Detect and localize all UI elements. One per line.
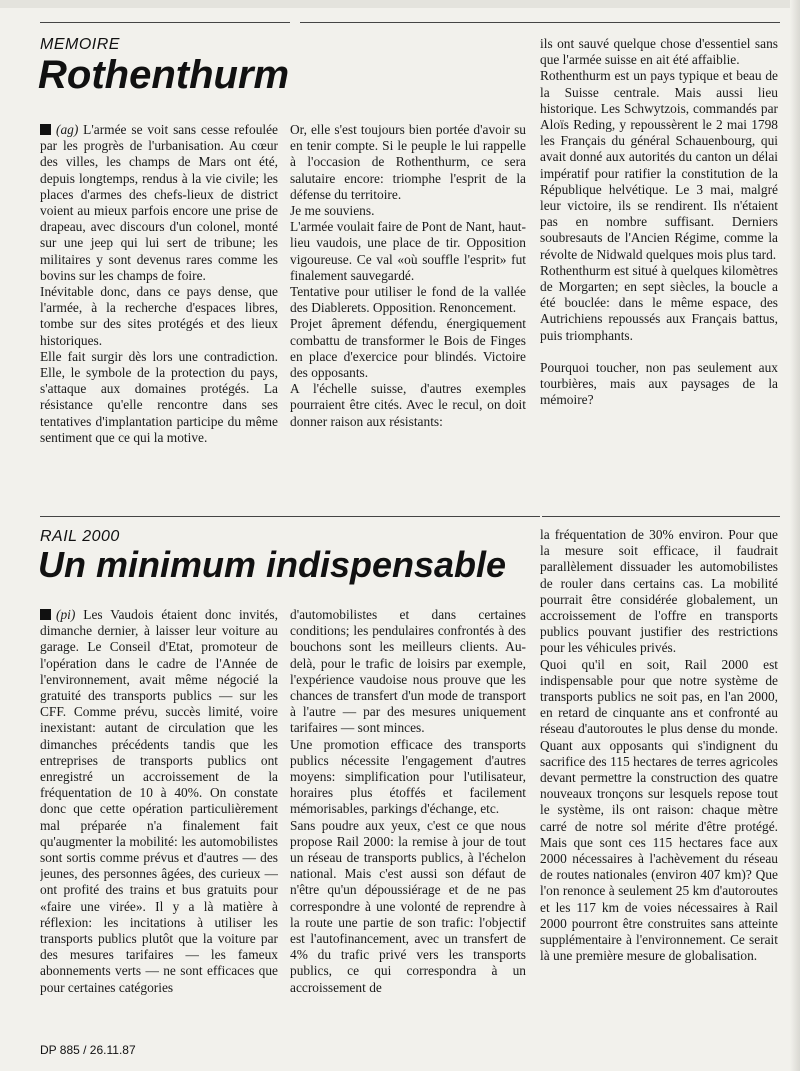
paragraph xyxy=(290,737,526,818)
paragraph xyxy=(540,263,778,344)
article1-title: Rothenthurm xyxy=(38,53,290,97)
article2-title: Un minimum indispensable xyxy=(38,544,507,585)
paragraph-text: A l'échelle suisse, d'autres exemples pourraient être cités. Avec le recul, on doit donner raison aux résistants: xyxy=(290,381,526,429)
article1-column-3 xyxy=(540,36,778,506)
paragraph-text: Les Vaudois étaient donc invités, dimanche dernier, à laisser leur voiture au garage. Le Conseil d'Etat, promoteur de l'opération dans le cadre de l'Année de l'environnement, avait même négocié la gratuité des transports publics — sur les CFF. Comme prévu, succès limité, voire inexistant: autant de circulation que les dimanches précédents tandis que les entreprises de transports publics ont enregistré un accroissement de la fréquentation de 10 à 40%. On constate donc que cette opération particulièrement mal préparée n'a finalement fait qu'augmenter la mobilité: les automobilistes sont sortis comme prévus et d'autres — des jeunes, des personnes âgées, des curieux — ont profité des trains et bus gratuits pour «faire une virée». Il y a là matière à réflexion: les incitations à utiliser les transports publics plutôt que la voiture par des mesures tarifaires — les fameux abonnements verts — ne sont efficaces que pour certaines catégories xyxy=(40,607,278,995)
paragraph xyxy=(540,68,778,262)
section-rule-left xyxy=(40,516,540,517)
paragraph-text: Rothenthurm est situé à quelques kilomètres de Morgarten; en sept siècles, la boucle a été bouclée: dans le même espace, des Autrichiens repoussés aux Français battus, puis triomphants. xyxy=(540,262,778,343)
author-initials: (ag) xyxy=(56,122,79,137)
paragraph xyxy=(540,360,778,409)
article2-column-2 xyxy=(290,607,526,1031)
page-edge xyxy=(0,0,800,8)
paragraph xyxy=(290,203,526,219)
paragraph xyxy=(290,607,526,737)
article2-kicker: RAIL 2000 xyxy=(40,528,120,545)
paragraph xyxy=(540,36,778,68)
paragraph xyxy=(40,122,278,284)
paragraph-text: Tentative pour utiliser le fond de la vallée des Diablerets. Opposition. Renoncement. xyxy=(290,284,526,316)
paragraph-text: Je me souviens. xyxy=(290,203,375,219)
article1-column-1 xyxy=(40,122,278,494)
paragraph xyxy=(290,316,526,381)
top-rule-left xyxy=(40,22,290,23)
paragraph xyxy=(40,349,278,446)
paragraph-text: Rothenthurm est un pays typique et beau de la Suisse centrale. Mais aussi lieu historique. Les Schwytzois, commandés par Aloïs Reding, y repoussèrent le 2 mai 1798 les Français du général Schauenbourg, qui avait donné aux autorités du canton un délai impératif pour ratifier la constitution de la République helvétique. Le 3 mai, malgré leur victoire, ils se rendirent. Ils n'étaient pas en nombre suffisant. Derniers soubresauts de l'Ancien Régime, comme la révolte de Nidwald quelques mois plus tard. xyxy=(540,68,778,262)
page-footer: DP 885 / 26.11.87 xyxy=(40,1043,136,1057)
paragraph-text: Quoi qu'il en soit, Rail 2000 est indispensable pour que notre système de transports publics ne soit pas, en l'an 2000, en retard de cinquante ans et confronté au réseau d'autoroutes le plus dense du monde. Quant aux opposants qui s'indignent du sacrifice des 115 hectares de terres agricoles devant permettre la construction des quatre nouveaux tronçons sur lesquels repose tout le système, ils ont raison: chaque mètre carré de notre sol mérite d'être protégé. Mais que sont ces 115 hectares face aux 2000 nécessaires à l'achèvement du réseau de routes nationales (environ 407 km)? Que l'on renonce à seulement 25 km d'autoroutes et les 117 km de voies nécessaires à Rail 2000 pourront être construites sans atteinte supplémentaire à l'environnement. Ce serait là une première mesure de globalisation. xyxy=(540,656,778,964)
paragraph-text: la fréquentation de 30% environ. Pour que la mesure soit efficace, il faudrait parallèlement dissuader les automobilistes de rouler dans certains cas. La mobilité pourrait être considérée globalement, un accroissement de l'offre en transports publics pouvant justifier des restrictions pour les véhicules privés. xyxy=(540,527,778,656)
article1-kicker: MEMOIRE xyxy=(40,36,120,53)
paragraph-text: L'armée voulait faire de Pont de Nant, haut-lieu vaudois, une place de tir. Opposition vigoureuse. Ce val «où souffle l'esprit» fut finalement sauvegardé. xyxy=(290,219,526,283)
paragraph xyxy=(290,284,526,316)
article2-column-1 xyxy=(40,607,278,1031)
top-rule-right xyxy=(300,22,780,23)
article1-column-2 xyxy=(290,122,526,494)
paragraph xyxy=(540,527,778,657)
paragraph-text: Sans poudre aux yeux, c'est ce que nous propose Rail 2000: la remise à jour de tout un réseau de transports publics, à l'échelon national. Mais c'est aussi son défaut de n'être qu'un dépoussiérage et de ne pas correspondre à une volonté de reprendre à la route une partie de son trafic: l'objectif est l'autofinancement, avec un transfert de 4% du trafic privé vers les transports publics, ce qui correspondra à un accroissement de xyxy=(290,817,526,995)
author-initials: (pi) xyxy=(56,607,76,622)
paragraph-text: Projet âprement défendu, énergiquement combattu de transformer le Bois de Finges en place d'exercice pour blindés. Victoire des opposants. xyxy=(290,316,526,381)
paragraph-text: Pourquoi toucher, non pas seulement aux tourbières, mais aux paysages de la mémoire? xyxy=(540,359,778,408)
paragraph-text: Elle fait surgir dès lors une contradiction. Elle, le symbole de la protection du pays, s'attaque aux domaines protégés. La résistance qu'elle rencontre dans ses tentatives d'implantation participe du même sentiment que ce qui la motive. xyxy=(40,348,278,445)
paragraph xyxy=(40,284,278,349)
paragraph xyxy=(290,381,526,430)
bullet-square-icon xyxy=(40,124,51,135)
paragraph xyxy=(540,657,778,965)
paragraph-text: d'automobilistes et dans certaines conditions; les pendulaires confrontés à des bouchons sont les meilleurs clients. Au-delà, pour le trafic de loisirs par exemple, l'expérience vaudoise nous prouve que les chances de transfert d'un mode de transport à l'autre — par des mesures uniquement tarifaires — sont minces. xyxy=(290,607,526,736)
paragraph-text: Une promotion efficace des transports publics nécessite l'engagement d'autres moyens: simplification pour l'utilisateur, horaires plus étoffés et facilement mémorisables, parkings d'échange, etc. xyxy=(290,736,526,817)
paragraph xyxy=(40,607,278,996)
paragraph-text: Inévitable donc, dans ce pays dense, que l'armée, à la recherche d'espaces libres, tombe sur des sites protégés et des lieux historiques. xyxy=(40,284,278,348)
article2-column-3 xyxy=(540,527,778,1031)
paragraph-text: ils ont sauvé quelque chose d'essentiel sans que l'armée suisse en ait été affaiblie. xyxy=(540,36,778,68)
paragraph xyxy=(290,818,526,996)
page-binding-shadow xyxy=(790,0,800,1071)
paragraph-text: L'armée se voit sans cesse refoulée par les progrès de l'urbanisation. Au cœur des villes, les champs de Mars ont été, depuis longtemps, rendus à la vie civile; les places d'armes des chefs-lieux de district voient au mieux parfois encore une prise de drapeau, avec discours d'un colonel, monté sur une jeep qui lui sert de tribune; les militaires y sont devenus rares comme les bovins sur les champs de foire. xyxy=(40,122,278,283)
paragraph xyxy=(290,122,526,203)
bullet-square-icon xyxy=(40,609,51,620)
section-rule-right xyxy=(542,516,780,517)
paragraph-text: Or, elle s'est toujours bien portée d'avoir su en tenir compte. Si le peuple le lui rappelle à l'occasion de Rothenthurm, ce sera salutaire encore: triomphe l'esprit de la défense du territoire. xyxy=(290,122,526,202)
paragraph xyxy=(290,219,526,284)
